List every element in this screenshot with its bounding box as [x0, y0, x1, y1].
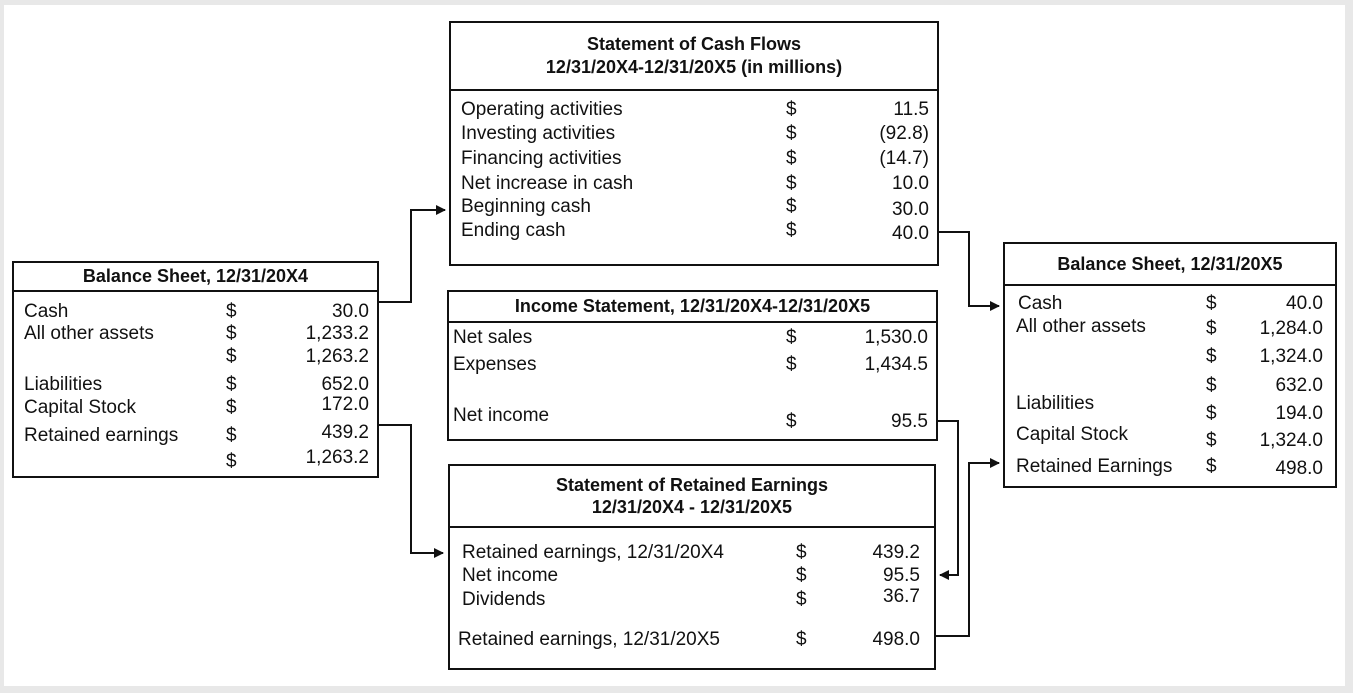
retained-earnings-title: Statement of Retained Earnings 12/31/20X4 - 12/31/20X5 — [450, 466, 934, 528]
is-row-expenses: Expenses $ 1,434.5 — [453, 354, 928, 375]
re-row-ending: Retained earnings, 12/31/20X5 $ 498.0 — [458, 629, 920, 650]
re-row-dividends: Dividends $ 36.7 — [462, 586, 920, 610]
cf-row-financing: Financing activities $ (14.7) — [461, 148, 929, 169]
bs20x5-row-retained-earnings: Retained Earnings $ 498.0 — [1016, 456, 1323, 479]
bs20x5-row-liabilities: Liabilities $ 194.0 — [1016, 393, 1323, 424]
bs20x5-row-cash: Cash $ 40.0 — [1018, 293, 1323, 314]
cf-row-ending-cash: Ending cash $ 40.0 — [461, 220, 929, 244]
bs20x4-row-total-liab-equity: $ 1,263.2 — [226, 447, 369, 472]
arrow-cash-to-cash-flows — [379, 210, 445, 302]
bs20x5-row-liabilities-amount: $ 632.0 — [1206, 375, 1323, 396]
bs20x4-row-total-assets: $ 1,263.2 — [226, 346, 369, 367]
bs20x5-row-other-assets: All other assets $ 1,284.0 — [1016, 316, 1323, 339]
is-row-net-sales: Net sales $ 1,530.0 — [453, 327, 928, 348]
bs20x5-row-total-assets: $ 1,324.0 — [1206, 346, 1323, 367]
bs20x4-row-capital-stock: Capital Stock $ 172.0 — [24, 394, 369, 418]
arrow-ending-cash-to-balance-sheet — [939, 232, 999, 306]
balance-sheet-20x5-title: Balance Sheet, 12/31/20X5 — [1005, 244, 1335, 286]
re-row-net-income: Net income $ 95.5 — [462, 565, 920, 586]
cf-row-operating: Operating activities $ 11.5 — [461, 99, 929, 120]
bs20x4-row-retained-earnings: Retained earnings $ 439.2 — [24, 422, 369, 446]
income-statement-title: Income Statement, 12/31/20X4-12/31/20X5 — [449, 292, 936, 323]
bs20x4-row-liabilities: Liabilities $ 652.0 — [24, 374, 369, 395]
arrow-ending-retained-to-balance-sheet — [936, 463, 999, 636]
bs20x5-row-capital-stock: Capital Stock $ 1,324.0 — [1016, 424, 1323, 451]
bs20x4-row-cash: Cash $ 30.0 — [24, 301, 369, 322]
re-row-beginning: Retained earnings, 12/31/20X4 $ 439.2 — [462, 542, 920, 563]
cf-row-beginning-cash: Beginning cash $ 30.0 — [461, 196, 929, 220]
is-row-net-income: Net income $ 95.5 — [453, 405, 928, 432]
balance-sheet-20x4-title: Balance Sheet, 12/31/20X4 — [14, 263, 377, 292]
cf-row-investing: Investing activities $ (92.8) — [461, 123, 929, 144]
cash-flows-title: Statement of Cash Flows 12/31/20X4-12/31/20X5 (in millions) — [451, 23, 937, 91]
bs20x4-row-other-assets: All other assets $ 1,233.2 — [24, 323, 369, 344]
cf-row-net-increase: Net increase in cash $ 10.0 — [461, 173, 929, 194]
arrow-retained-earnings-to-statement — [379, 425, 443, 553]
arrow-net-income-to-retained-earnings — [938, 421, 958, 575]
